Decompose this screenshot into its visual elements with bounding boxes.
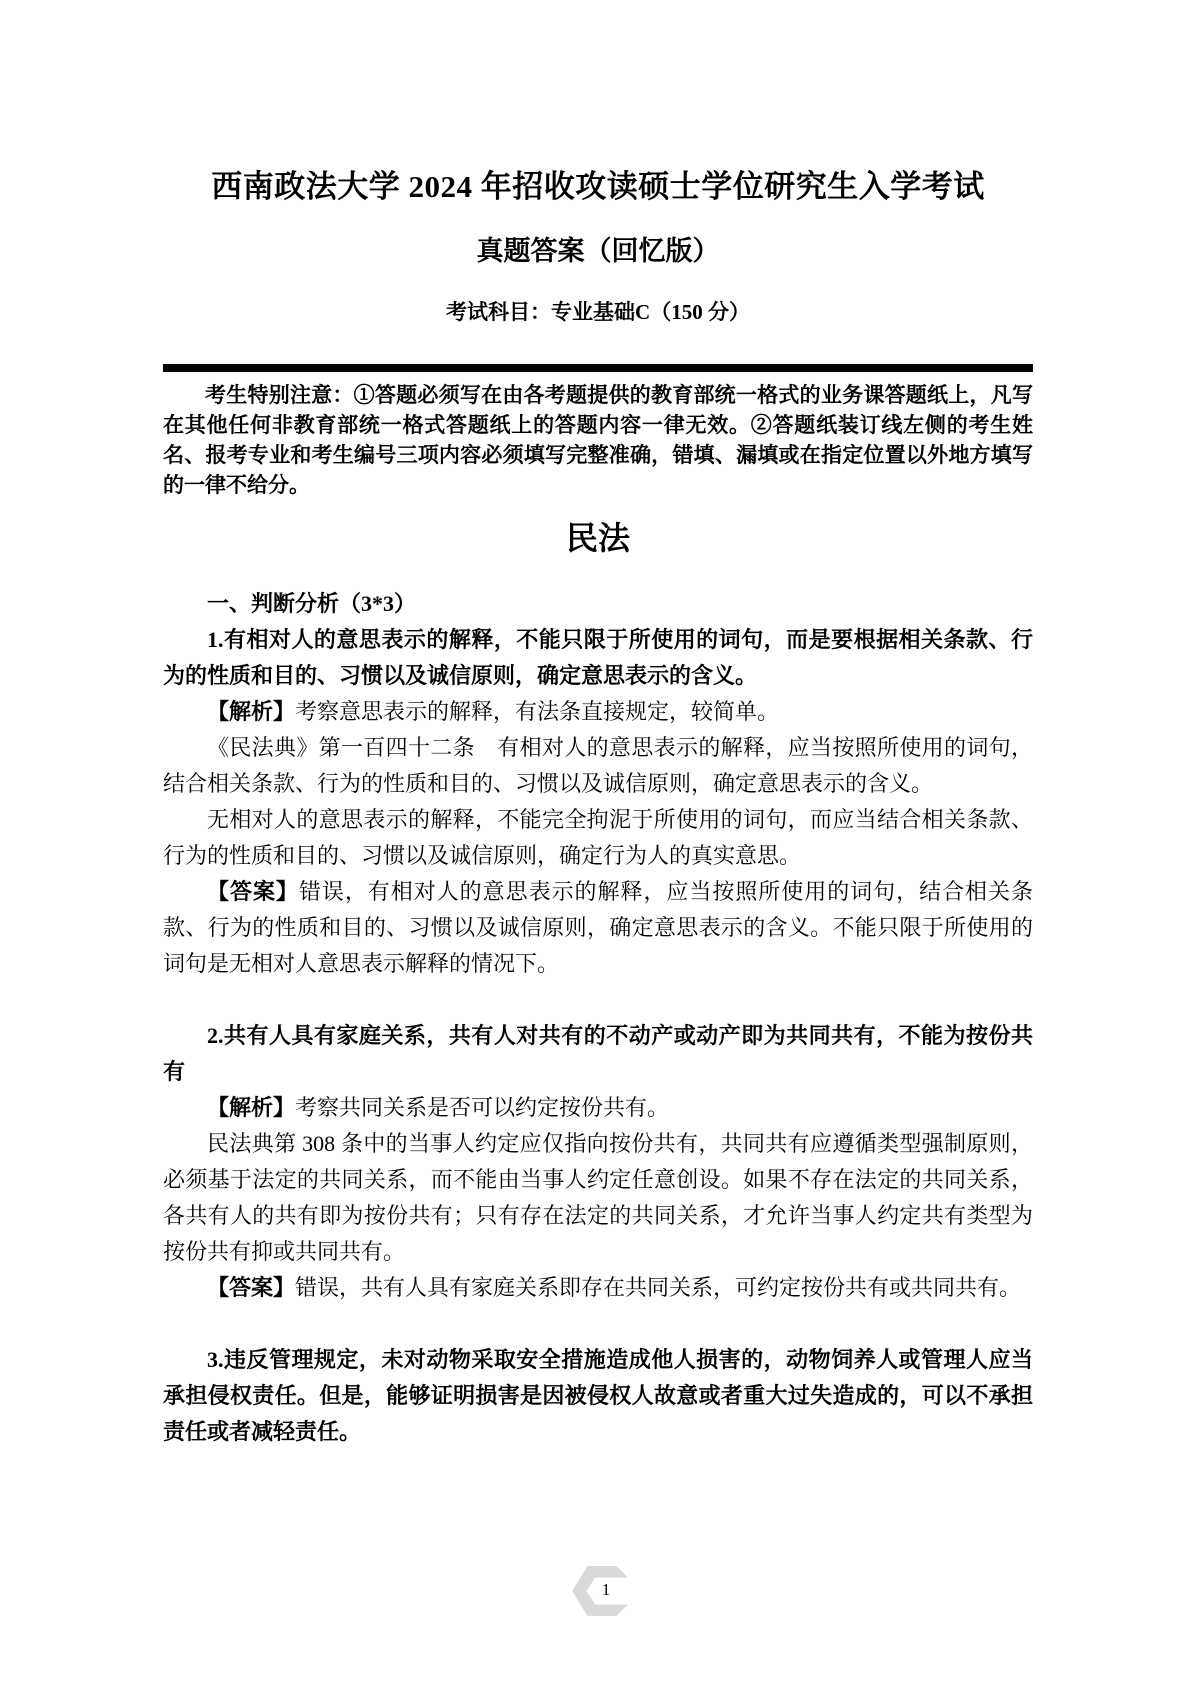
page-number: 1 [601, 1580, 611, 1599]
question-1-answer [163, 874, 1033, 982]
answer-text: 错误，共有人具有家庭关系即存在共同关系，可约定按份共有或共同共有。 [295, 1275, 1022, 1300]
exam-subject-line: 考试科目：专业基础C（150 分） [446, 300, 750, 324]
analysis-text: 考察共同关系是否可以约定按份共有。 [295, 1095, 670, 1120]
question-2-law-paragraph-1: 民法典第 308 条中的当事人约定应仅指向按份共有，共同共有应遵循类型强制原则，必须基于法定的共同关系，而不能由当事人约定任意创设。如果不存在法定的共同关系，各共有人的共有即为按份共有；只有存在法定的共同关系，才允许当事人约定共有类型为按份共有抑或共同共有。 [163, 1131, 1033, 1264]
analysis-label: 【解析】 [207, 1095, 296, 1120]
question-1-law-paragraph-1: 《民法典》第一百四十二条 有相对人的意思表示的解释，应当按照所使用的词句，结合相关条款、行为的性质和目的、习惯以及诚信原则，确定意思表示的含义。 [163, 735, 1033, 796]
analysis-label: 【解析】 [207, 699, 296, 724]
document-title: 西南政法大学 2024 年招收攻读硕士学位研究生入学考试 [211, 169, 985, 204]
analysis-text: 考察意思表示的解释，有法条直接规定，较简单。 [295, 699, 780, 724]
question-1-text: 1.有相对人的意思表示的解释，不能只限于所使用的词句，而是要根据相关条款、行为的性质和目的、习惯以及诚信原则，确定意思表示的含义。 [163, 627, 1033, 688]
answer-text: 错误，有相对人的意思表示的解释，应当按照所使用的词句，结合相关条款、行为的性质和目的、习惯以及诚信原则，确定意思表示的含义。不能只限于所使用的词句是无相对人意思表示解释的情况下。 [163, 879, 1033, 976]
question-1-law-paragraph-2: 无相对人的意思表示的解释，不能完全拘泥于所使用的词句，而应当结合相关条款、行为的性质和目的、习惯以及诚信原则，确定行为人的真实意思。 [163, 807, 1033, 868]
question-3-text: 3.违反管理规定，未对动物采取安全措施造成他人损害的，动物饲养人或管理人应当承担侵权责任。但是，能够证明损害是因被侵权人故意或者重大过失造成的，可以不承担责任或者减轻责任。 [163, 1347, 1033, 1444]
blank-line [163, 982, 1033, 1018]
question-2-analysis [163, 1090, 1033, 1126]
document-subtitle: 真题答案（回忆版） [476, 236, 720, 266]
blank-line [163, 1306, 1033, 1342]
part-heading: 一、判断分析（3*3） [207, 591, 417, 616]
notice-paragraph: 考生特别注意：①答题必须写在由各考题提供的教育部统一格式的业务课答题纸上，凡写在其他任何非教育部统一格式答题纸上的答题内容一律无效。②答题纸装订线左侧的考生姓名、报考专业和考生编号三项内容必须填写完整准确，错填、漏填或在指定位置以外地方填写的一律不给分。 [163, 383, 1033, 497]
answer-label: 【答案】 [207, 879, 299, 904]
divider-rule [163, 364, 1033, 372]
question-1-analysis [163, 694, 1033, 730]
question-2-text: 2.共有人具有家庭关系，共有人对共有的不动产或动产即为共同共有，不能为按份共有 [163, 1023, 1033, 1084]
answer-label: 【答案】 [207, 1275, 296, 1300]
question-2-answer [163, 1270, 1033, 1306]
section-heading: 民法 [565, 520, 630, 556]
